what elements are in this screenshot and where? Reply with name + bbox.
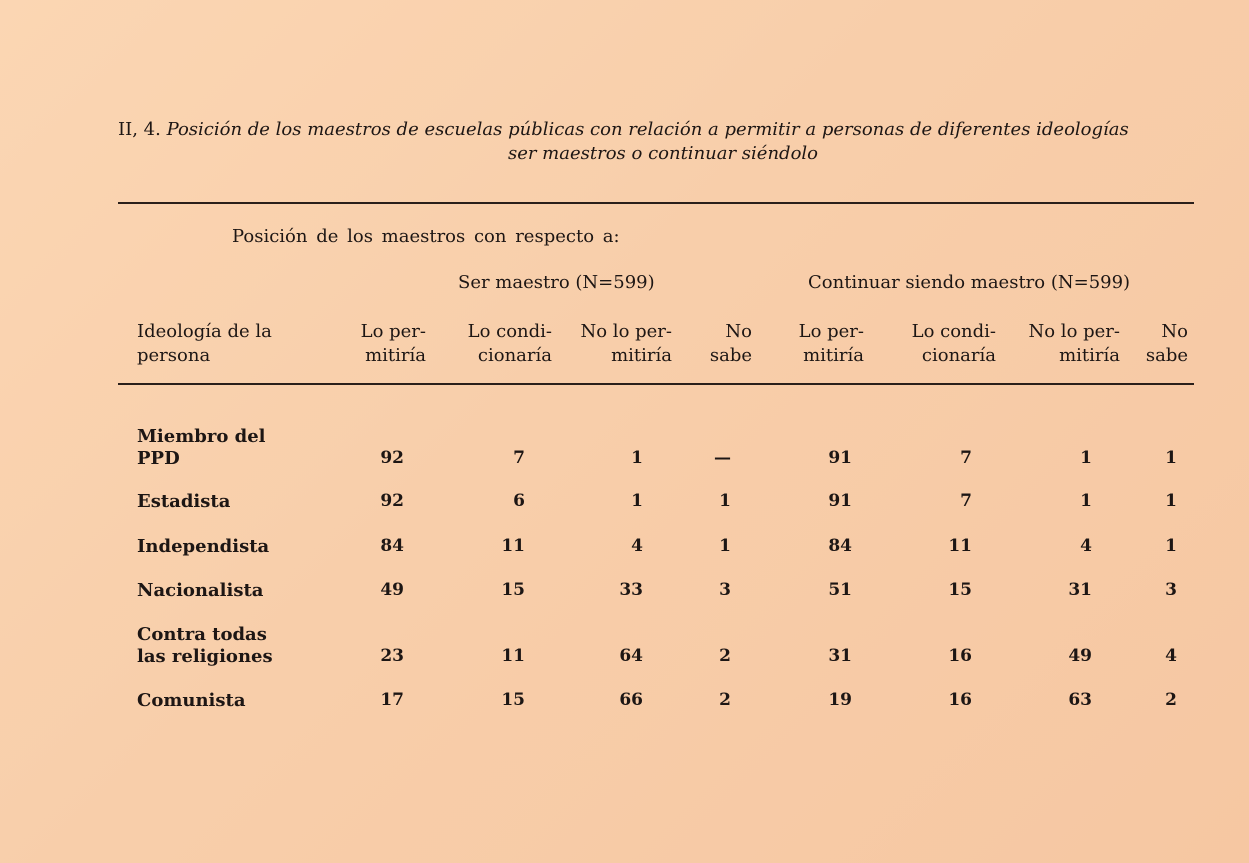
table-cell: 31 (1068, 580, 1092, 600)
table-cell: 6 (513, 491, 525, 511)
header-col-4: No sabe (709, 321, 752, 366)
row-label-comunista: Comunista (137, 690, 246, 711)
table-cell: 7 (513, 448, 525, 468)
table-cell: 2 (719, 646, 731, 666)
table-cell: 7 (960, 491, 972, 511)
header-rule (118, 383, 1194, 385)
row-label-estadista: Estadista (137, 491, 231, 512)
table-cell: 16 (948, 646, 972, 666)
table-cell: 1 (1080, 491, 1092, 511)
table-cell: 64 (619, 646, 643, 666)
table-cell: 92 (380, 491, 404, 511)
table-cell: 4 (1165, 646, 1177, 666)
table-cell: 1 (719, 536, 731, 556)
table-cell: 19 (828, 690, 852, 710)
header-ideologia: Ideología de la persona (137, 321, 272, 366)
header-col-6: Lo condi- cionaría (911, 321, 996, 366)
table-cell: 1 (631, 491, 643, 511)
posicion-label: Posición de los maestros con respecto a: (232, 226, 620, 247)
header-col-8: No sabe (1145, 321, 1188, 366)
title-line-2: ser maestros o continuar siéndolo (507, 143, 819, 164)
table-cell: 1 (1165, 491, 1177, 511)
table-cell: 1 (719, 491, 731, 511)
header-col-3: No lo per- mitiría (580, 321, 672, 366)
group-header-continuar: Continuar siendo maestro (N=599) (808, 272, 1131, 293)
table-cell: 51 (828, 580, 852, 600)
header-col-7: No lo per- mitiría (1028, 321, 1120, 366)
table-cell: 92 (380, 448, 404, 468)
table-cell: — (714, 448, 731, 468)
table-cell: 4 (1080, 536, 1092, 556)
top-rule (118, 202, 1194, 204)
table-cell: 1 (1080, 448, 1092, 468)
table-cell: 2 (719, 690, 731, 710)
table-cell: 11 (501, 536, 525, 556)
table-number: II, 4. (118, 119, 161, 140)
table-cell: 49 (380, 580, 404, 600)
title-line-1: Posición de los maestros de escuelas públicas con relación a permitir a personas de diferentes ideologías (166, 119, 1129, 140)
row-label-independista: Independista (137, 536, 270, 557)
table-cell: 15 (948, 580, 972, 600)
table-cell: 2 (1165, 690, 1177, 710)
table-cell: 66 (619, 690, 643, 710)
table-cell: 7 (960, 448, 972, 468)
table-cell: 31 (828, 646, 852, 666)
row-label-ppd: Miembro del PPD (137, 426, 266, 469)
row-label-contra-religiones: Contra todas las religiones (137, 624, 273, 667)
table-cell: 84 (380, 536, 404, 556)
table-cell: 84 (828, 536, 852, 556)
table-cell: 91 (828, 491, 852, 511)
table-cell: 11 (501, 646, 525, 666)
table-cell: 63 (1068, 690, 1092, 710)
table-cell: 23 (380, 646, 404, 666)
table-cell: 4 (631, 536, 643, 556)
table-cell: 17 (380, 690, 404, 710)
header-col-2: Lo condi- cionaría (467, 321, 552, 366)
row-label-nacionalista: Nacionalista (137, 580, 264, 601)
table-cell: 3 (1165, 580, 1177, 600)
table-cell: 33 (619, 580, 643, 600)
table-cell: 15 (501, 690, 525, 710)
header-col-1: Lo per- mitiría (360, 321, 426, 366)
table-cell: 11 (948, 536, 972, 556)
table-cell: 15 (501, 580, 525, 600)
table-cell: 1 (1165, 536, 1177, 556)
table-title (118, 118, 1198, 166)
table-cell: 3 (719, 580, 731, 600)
table-cell: 1 (631, 448, 643, 468)
table-cell: 49 (1068, 646, 1092, 666)
table-cell: 16 (948, 690, 972, 710)
header-col-5: Lo per- mitiría (798, 321, 864, 366)
group-header-ser-maestro: Ser maestro (N=599) (458, 272, 655, 293)
table-cell: 91 (828, 448, 852, 468)
table-cell: 1 (1165, 448, 1177, 468)
